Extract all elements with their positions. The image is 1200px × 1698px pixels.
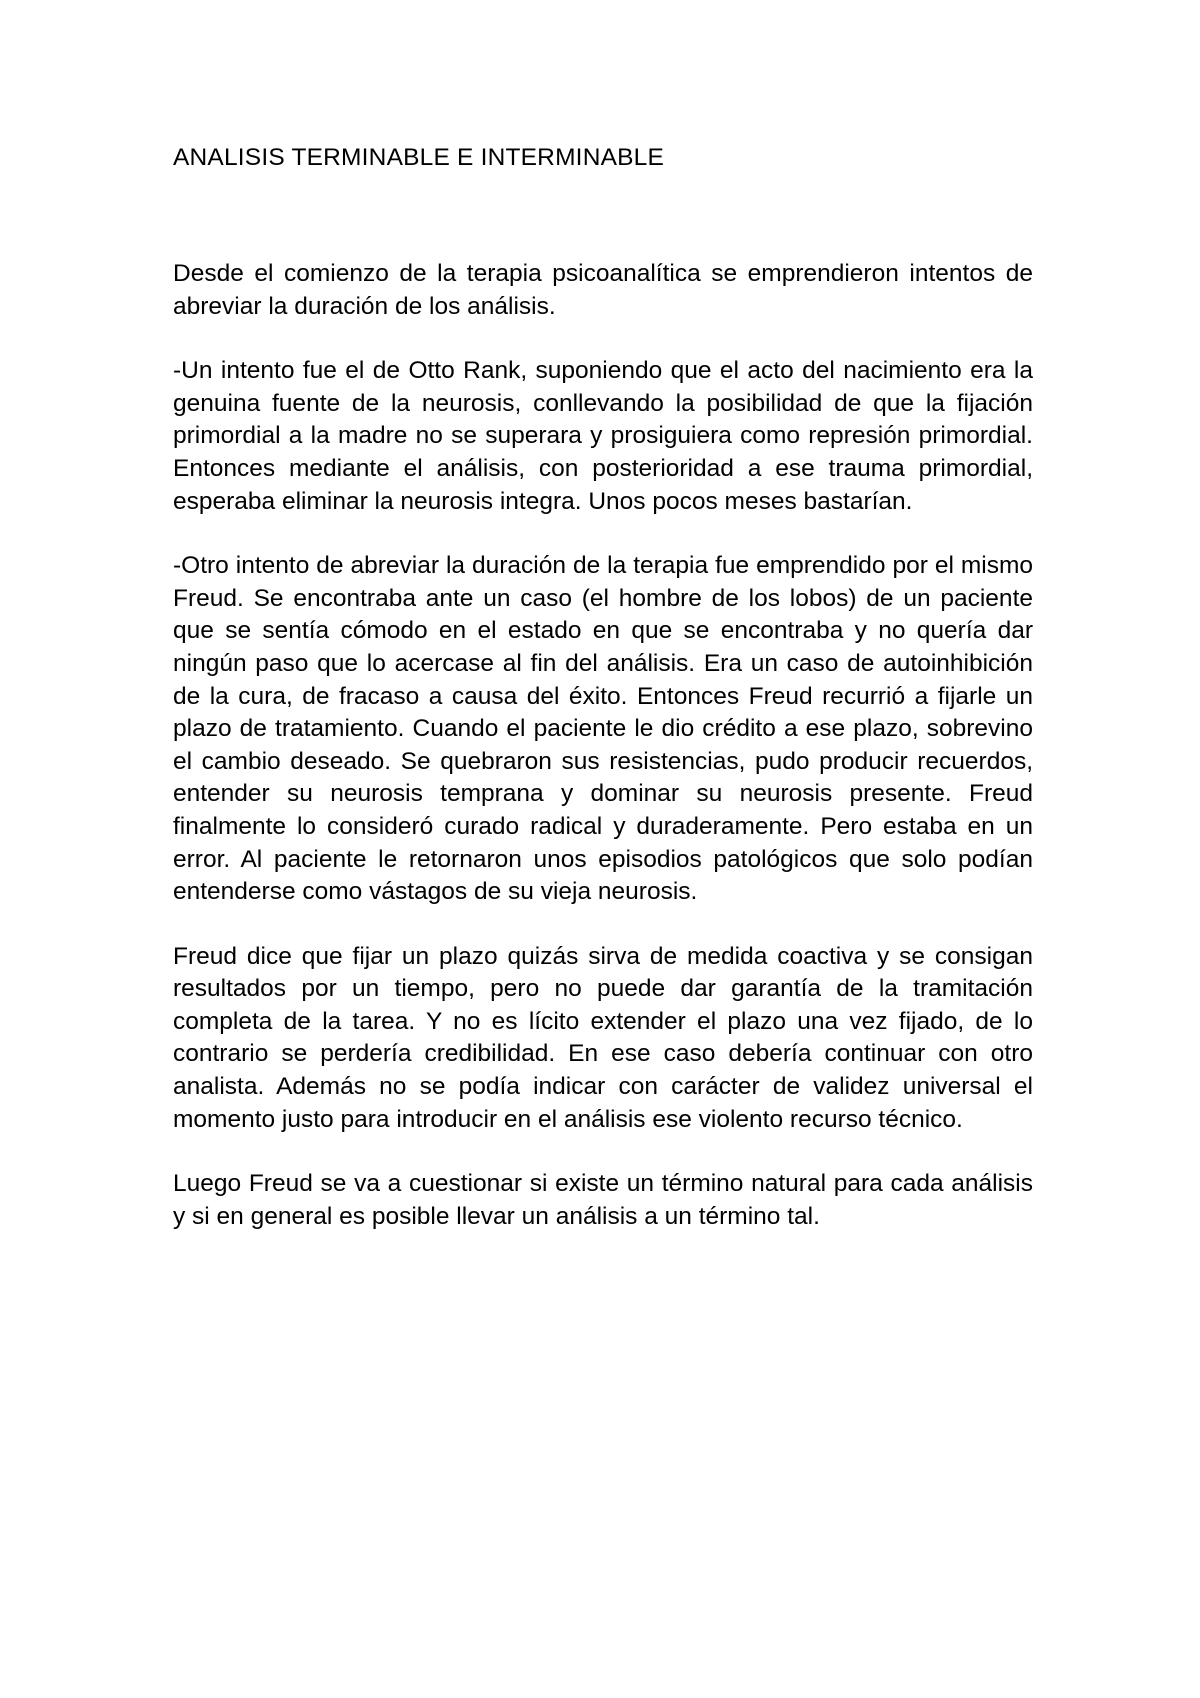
- document-body: [173, 142, 1033, 1265]
- document-title: ANALISIS TERMINABLE E INTERMINABLE: [173, 144, 665, 171]
- paragraph-time-limit: Freud dice que fijar un plazo quizás sirva de medida coactiva y se consigan resultados por un tiempo, pero no puede dar garantía de la tramitación completa de la tarea. Y no es lícito extender el plazo una vez fijado, de lo contrario se perdería credibilidad. En ese caso debería continuar con otro analista. Además no se podía indicar con carácter de validez universal el momento justo para introducir en el análisis ese violento recurso técnico.: [173, 942, 1033, 1133]
- paragraph-otto-rank: -Un intento fue el de Otto Rank, suponiendo que el acto del nacimiento era la genuina fuente de la neurosis, conllevando la posibilidad de que la fijación primordial a la madre no se superara y prosiguiera como represión primordial. Entonces mediante el análisis, con posterioridad a ese trauma primordial, esperaba eliminar la neurosis integra. Unos pocos meses bastarían.: [173, 357, 1033, 515]
- paragraph-intro: Desde el comienzo de la terapia psicoanalítica se emprendieron intentos de abreviar la duración de los análisis.: [173, 260, 1033, 320]
- paragraph-freud-attempt: -Otro intento de abreviar la duración de la terapia fue emprendido por el mismo Freud. Se encontraba ante un caso (el hombre de los lobos) de un paciente que se sentía cómodo en el estado en que se encontraba y no quería dar ningún paso que lo acercase al fin del análisis. Era un caso de autoinhibición de la cura, de fracaso a causa del éxito. Entonces Freud recurrió a fijarle un plazo de tratamiento. Cuando el paciente le dio crédito a ese plazo, sobrevino el cambio deseado. Se quebraron sus resistencias, pudo producir recuerdos, entender su neurosis temprana y dominar su neurosis presente. Freud finalmente lo consideró curado radical y duraderamente. Pero estaba en un error. Al paciente le retornaron unos episodios patológicos que solo podían entenderse como vástagos de su vieja neurosis.: [173, 552, 1033, 906]
- paragraph-natural-end: Luego Freud se va a cuestionar si existe un término natural para cada análisis y si en general es posible llevar un análisis a un término tal.: [173, 1170, 1033, 1230]
